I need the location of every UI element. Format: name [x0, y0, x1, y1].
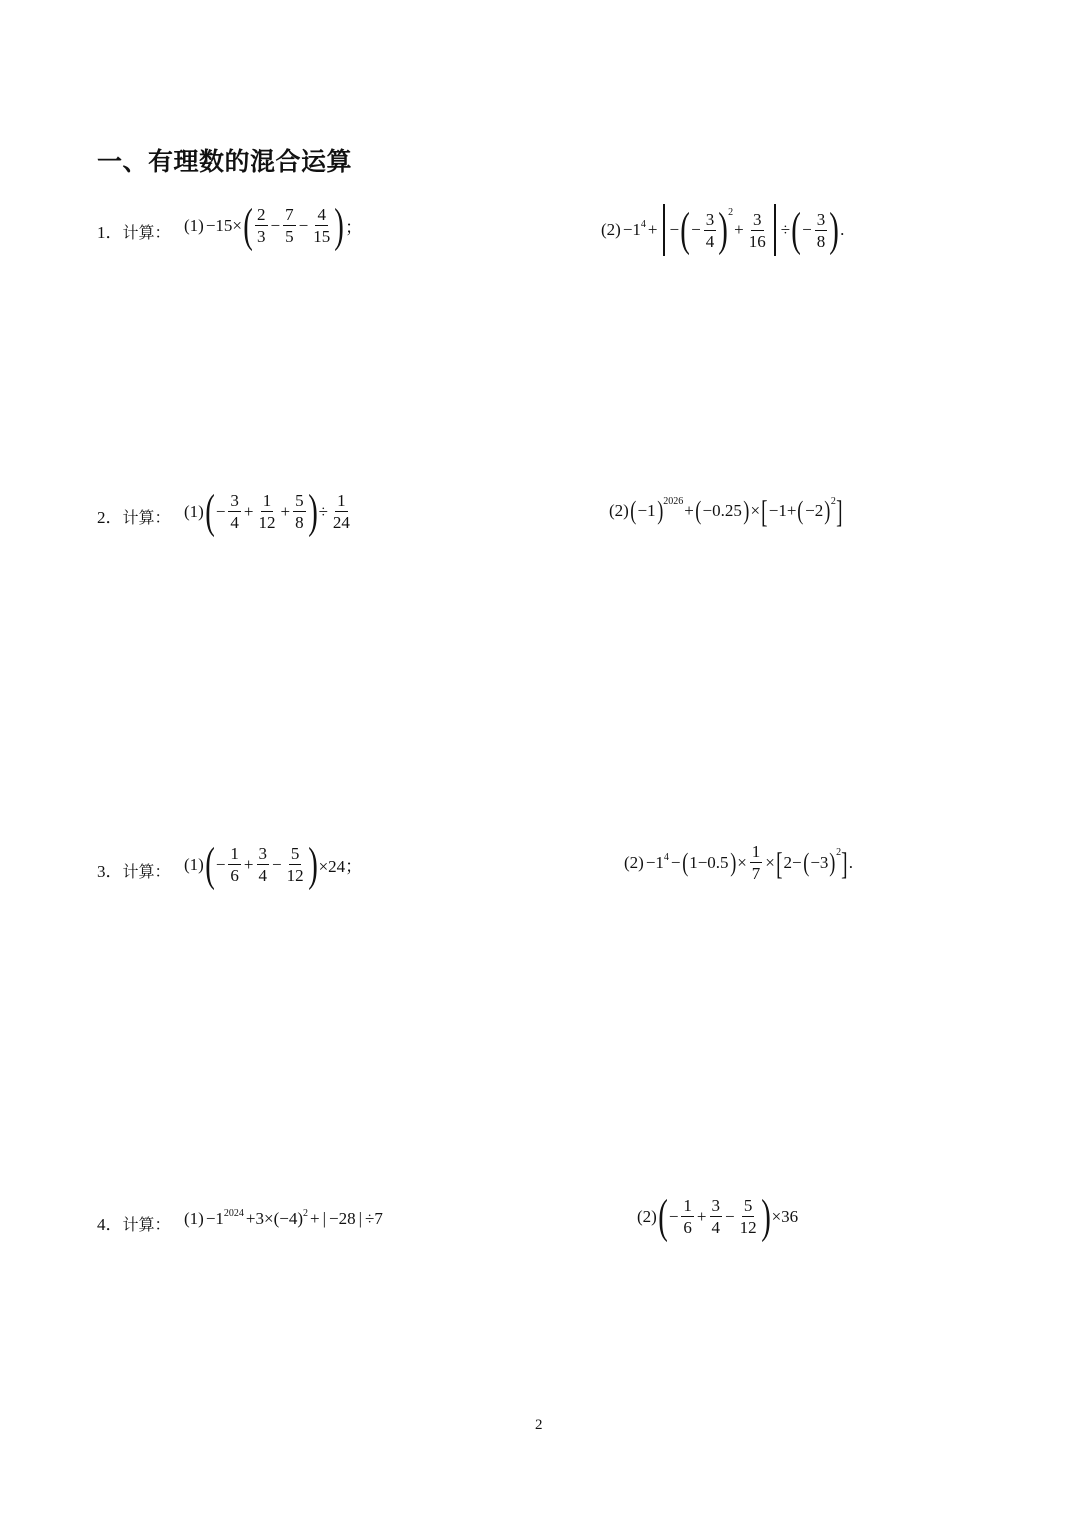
fraction: $\frac{3}{4}$	[230, 491, 239, 533]
section-heading: 一、有理数的混合运算	[97, 147, 353, 176]
fraction: $\frac{7}{5}$	[285, 205, 294, 247]
problem-number: 3．计算：	[97, 862, 171, 881]
problem-1-part-1: (1) −15× ( $\frac{2}{3}$ − $\frac{7}{5}$ − $\frac{4}{15}$ ) ；	[184, 199, 363, 252]
problem-2-part-1: (1) ( − $\frac{3}{4}$ + $\frac{1}{12}$ + $\frac{5}{8}$ ) ÷ $\frac{1}{24}$	[184, 485, 350, 538]
problem-3-part-1: (1) ( − $\frac{1}{6}$ + $\frac{3}{4}$ − $\frac{5}{12}$ ) ×24；	[184, 838, 363, 891]
fraction: $\frac{1}{6}$	[230, 844, 239, 886]
problem-3-part-2: (2) $-1^4$ − ( 1−0.5 ) × $\frac{1}{7}$ × [ 2− ( −3 ) $^2$ ] .	[624, 842, 853, 883]
fraction: $\frac{2}{3}$	[257, 205, 266, 247]
problem-number: 1．计算：	[97, 223, 171, 242]
problem-number: 2．计算：	[97, 508, 171, 527]
problem-2-part-2: (2) ( −1 ) $^{2026}$ + ( −0.25 ) × [ −1+ ( −2 ) $^2$ ]	[609, 493, 843, 529]
absolute-bar	[663, 204, 665, 256]
absolute-bar	[774, 204, 776, 256]
fraction: $\frac{5}{12}$	[739, 1196, 757, 1238]
fraction: $\frac{3}{8}$	[816, 209, 826, 251]
fraction: $\frac{3}{4}$	[705, 209, 715, 251]
problem-1-part-2: (2) $-1^4$ + − ( − $\frac{3}{4}$ ) $^2$ + $\frac{3}{16}$ ÷ ( − $\frac{3}{8}$ ) .	[601, 203, 845, 257]
problem-number: 4．计算：	[97, 1215, 171, 1234]
fraction: $\frac{3}{4}$	[258, 844, 267, 886]
fraction: $\frac{1}{24}$	[332, 491, 350, 533]
problem-4-part-1: (1) $-1^{2024}$ $+3\times(-4)^2$ + | −28 | ÷7	[184, 1208, 383, 1228]
page-number: 2	[535, 1417, 543, 1433]
fraction: $\frac{5}{8}$	[295, 491, 304, 533]
fraction: $\frac{3}{16}$	[748, 209, 766, 251]
fraction: $\frac{5}{12}$	[286, 844, 304, 886]
fraction: $\frac{3}{4}$	[711, 1196, 720, 1238]
fraction: $\frac{4}{15}$	[313, 205, 331, 247]
problem-4-part-2: (2) ( − $\frac{1}{6}$ + $\frac{3}{4}$ − $\frac{5}{12}$ ) ×36	[637, 1190, 799, 1243]
fraction: $\frac{1}{6}$	[683, 1196, 692, 1238]
fraction: $\frac{1}{12}$	[258, 491, 276, 533]
fraction: $\frac{1}{7}$	[751, 842, 761, 883]
